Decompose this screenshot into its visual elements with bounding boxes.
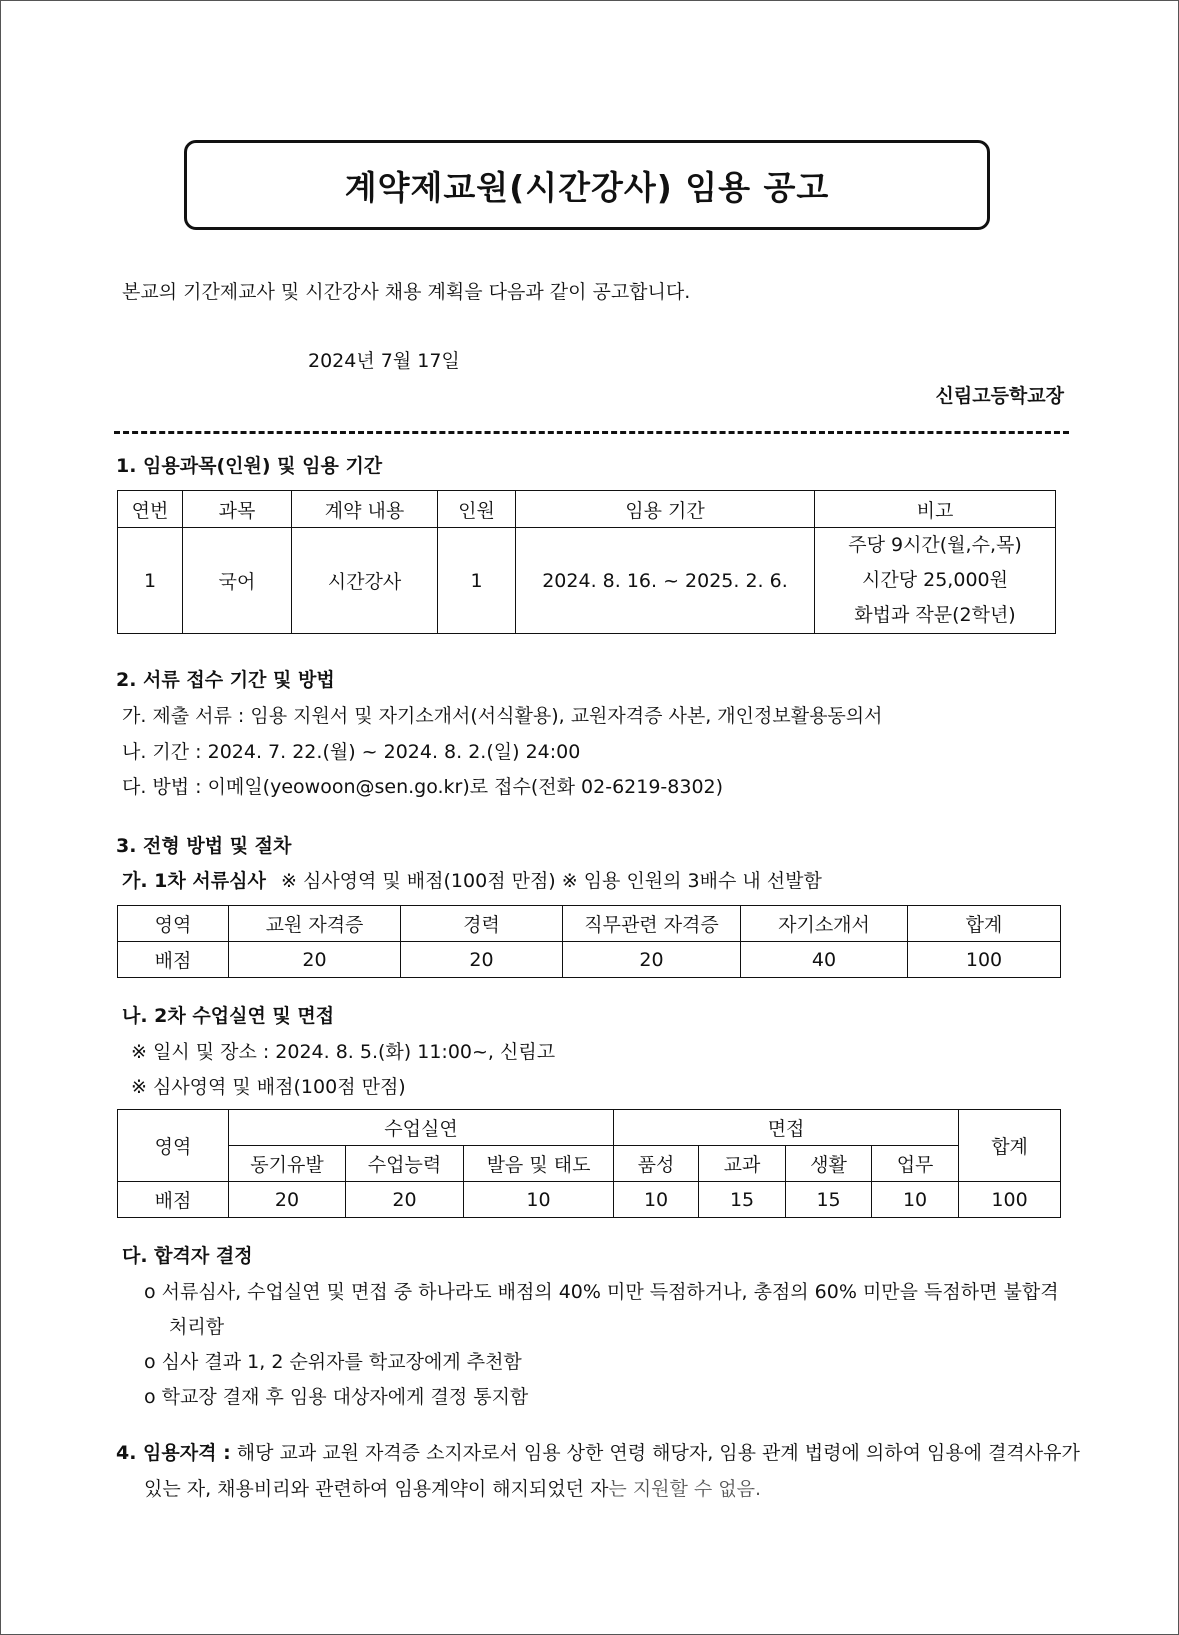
subheader-cell: 수업능력 — [346, 1146, 464, 1182]
score-cell: 20 — [229, 942, 401, 978]
area-header: 영역 — [118, 1110, 229, 1182]
sec2-item: 다. 방법 : 이메일(yeowoon@sen.go.kr)로 접수(전화 02-6219-8302) — [122, 776, 724, 798]
sec3-ga-note: ※ 심사영역 및 배점(100점 만점) ※ 임용 인원의 3배수 내 선발함 — [281, 870, 822, 892]
dashed-divider — [114, 431, 1069, 434]
subheader-cell: 발음 및 태도 — [464, 1146, 614, 1182]
score-cell: 10 — [872, 1182, 959, 1218]
header-cell: 계약 내용 — [292, 491, 438, 528]
score-cell: 20 — [563, 942, 741, 978]
intro-text: 본교의 기간제교사 및 시간강사 채용 계획을 다음과 같이 공고합니다. — [122, 281, 691, 303]
note-hours: 주당 9시간(월,수,목) — [848, 534, 1022, 556]
sec3-na-label: 나. 2차 수업실연 및 면접 — [122, 1005, 335, 1027]
table-row — [118, 528, 1056, 634]
header-cell: 영역 — [118, 906, 229, 942]
score-cell: 배점 — [118, 942, 229, 978]
table-row — [118, 942, 1061, 978]
note-course: 화법과 작문(2학년) — [854, 604, 1016, 626]
sec3-da-item: o 서류심사, 수업실연 및 면접 중 하나라도 배점의 40% 미만 득점하거나, 총점의 60% 미만을 득점하면 불합격 — [144, 1281, 1059, 1303]
score-cell: 20 — [346, 1182, 464, 1218]
header-cell: 자기소개서 — [741, 906, 908, 942]
sec2-item: 가. 제출 서류 : 임용 지원서 및 자기소개서(서식활용), 교원자격증 사본, 개인정보활용동의서 — [122, 705, 883, 727]
score-cell: 10 — [464, 1182, 614, 1218]
header-cell: 직무관련 자격증 — [563, 906, 741, 942]
table-row — [118, 1182, 1061, 1218]
sec3-na-note: ※ 심사영역 및 배점(100점 만점) — [131, 1076, 406, 1098]
header-cell: 임용 기간 — [516, 491, 815, 528]
page-title: 계약제교원(시간강사) 임용 공고 — [344, 167, 830, 207]
sec3-da-label: 다. 합격자 결정 — [122, 1245, 253, 1267]
row-count: 1 — [438, 528, 516, 634]
sec2-heading: 2. 서류 접수 기간 및 방법 — [116, 669, 335, 691]
subheader-cell: 동기유발 — [229, 1146, 346, 1182]
row-contract: 시간강사 — [292, 528, 438, 634]
score-cell: 배점 — [118, 1182, 229, 1218]
sec4-text1: 해당 교과 교원 자격증 소지자로서 임용 상한 연령 해당자, 임용 관계 법령에 의하여 임용에 결격사유가 — [236, 1442, 1080, 1464]
header-cell: 교원 자격증 — [229, 906, 401, 942]
sec1-heading: 1. 임용과목(인원) 및 임용 기간 — [116, 455, 383, 477]
row-notes — [815, 528, 1056, 634]
score-cell: 40 — [741, 942, 908, 978]
header-cell: 연번 — [118, 491, 183, 528]
appointment-table — [117, 490, 1056, 634]
title-box — [184, 140, 990, 230]
score-cell: 10 — [614, 1182, 699, 1218]
score-cell: 20 — [401, 942, 563, 978]
score-cell: 15 — [699, 1182, 786, 1218]
note-pay: 시간당 25,000원 — [862, 569, 1008, 591]
row-subject: 국어 — [183, 528, 292, 634]
header-cell: 인원 — [438, 491, 516, 528]
sec4-label: 4. 임용자격 : — [116, 1442, 231, 1464]
document-screening-table — [117, 905, 1061, 978]
sec3-ga-label: 가. 1차 서류심사 — [122, 870, 266, 892]
total-header: 합계 — [959, 1110, 1061, 1182]
score-cell: 100 — [959, 1182, 1061, 1218]
sec3-da-item-cont: 처리함 — [169, 1316, 225, 1338]
header-cell: 과목 — [183, 491, 292, 528]
row-number: 1 — [118, 528, 183, 634]
demo-interview-table — [117, 1109, 1061, 1218]
table-subheader-row — [118, 1146, 1061, 1182]
header-cell: 경력 — [401, 906, 563, 942]
interview-group-header: 면접 — [614, 1110, 959, 1146]
sec3-heading: 3. 전형 방법 및 절차 — [116, 835, 292, 857]
notice-date: 2024년 7월 17일 — [308, 350, 460, 372]
sec4-line2 — [144, 1477, 761, 1501]
sec4-text2a: 있는 자, 채용비리와 관련하여 임용계약이 해지되었던 자 — [144, 1478, 609, 1500]
sec3-na-note: ※ 일시 및 장소 : 2024. 8. 5.(화) 11:00~, 신림고 — [131, 1041, 556, 1063]
score-cell: 20 — [229, 1182, 346, 1218]
demo-group-header: 수업실연 — [229, 1110, 614, 1146]
subheader-cell: 업무 — [872, 1146, 959, 1182]
sec2-item: 나. 기간 : 2024. 7. 22.(월) ~ 2024. 8. 2.(일) 24:00 — [122, 741, 581, 763]
table-header-row — [118, 1110, 1061, 1146]
row-period: 2024. 8. 16. ~ 2025. 2. 6. — [516, 528, 815, 634]
table-header-row — [118, 491, 1056, 528]
sec3-da-item: o 학교장 결재 후 임용 대상자에게 결정 통지함 — [144, 1386, 529, 1408]
table-header-row — [118, 906, 1061, 942]
subheader-cell: 품성 — [614, 1146, 699, 1182]
sec3-da-item: o 심사 결과 1, 2 순위자를 학교장에게 추천함 — [144, 1351, 522, 1373]
sec4-line1 — [116, 1441, 1080, 1465]
sec4-text2b: 는 지원할 수 없음. — [608, 1478, 762, 1500]
score-cell: 100 — [908, 942, 1061, 978]
issuer: 신림고등학교장 — [935, 385, 1064, 407]
header-cell: 비고 — [815, 491, 1056, 528]
header-cell: 합계 — [908, 906, 1061, 942]
subheader-cell: 교과 — [699, 1146, 786, 1182]
subheader-cell: 생활 — [786, 1146, 872, 1182]
score-cell: 15 — [786, 1182, 872, 1218]
